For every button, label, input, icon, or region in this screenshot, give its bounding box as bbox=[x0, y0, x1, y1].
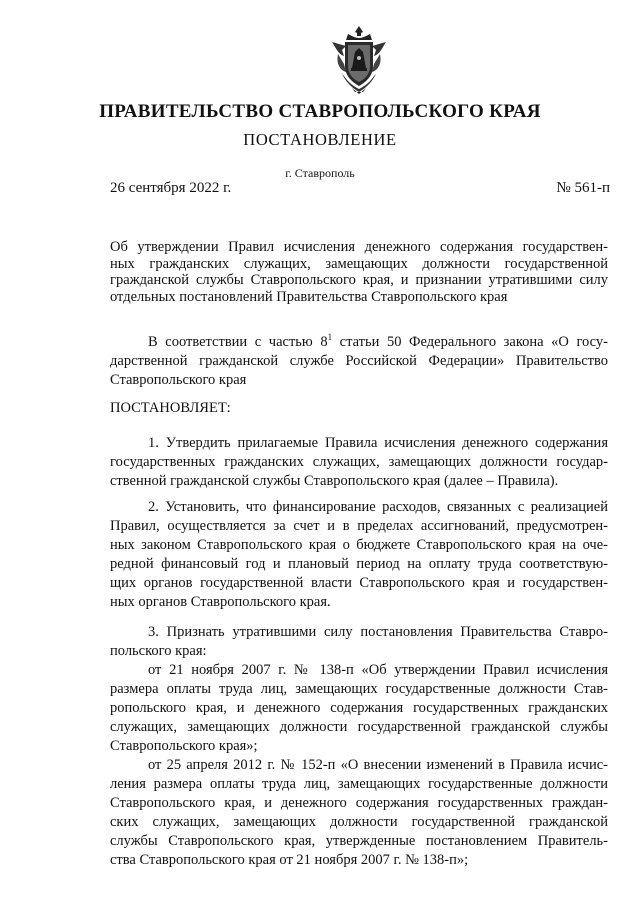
title-line: отдельных постановлений Правительства Ставропольского края bbox=[110, 288, 508, 305]
paragraph-line: ления размера оплаты труда лиц, замещающих государственные должности bbox=[110, 776, 608, 792]
superscript: 1 bbox=[327, 332, 333, 342]
decree-word: ПОСТАНОВЛЯЕТ: bbox=[110, 400, 231, 416]
paragraph-line: ропольского края, и денежного содержания государственных гражданских bbox=[110, 700, 608, 716]
document-number: № 561-п bbox=[556, 180, 610, 196]
paragraph-line: ских служащих, замещающих должности государственной гражданской bbox=[110, 814, 608, 830]
paragraph-line: 1. Утвердить прилагаемые Правила исчисления денежного содержания bbox=[148, 435, 608, 451]
paragraph-line: Ставропольского края, и денежного содержания государственных граждан- bbox=[110, 795, 608, 811]
title-line: гражданской службы Ставропольского края, и признании утратившими силу bbox=[110, 272, 608, 288]
paragraph-line: Ставропольского края»; bbox=[110, 738, 258, 754]
government-name: ПРАВИТЕЛЬСТВО СТАВРОПОЛЬСКОГО КРАЯ bbox=[99, 101, 541, 122]
paragraph-line: ных органов Ставропольского края. bbox=[110, 594, 331, 610]
paragraph-line: ных законом Ставропольского края о бюджете Ставропольского края на оче- bbox=[110, 537, 608, 553]
paragraph-3 bbox=[110, 623, 608, 870]
paragraph-line: польского края: bbox=[110, 643, 207, 659]
preamble-text: статьи 50 Федерального закона «О госу- bbox=[332, 333, 608, 350]
paragraph-line: ственной гражданской службы Ставропольского края (далее – Правила). bbox=[110, 473, 559, 489]
paragraph-2 bbox=[110, 498, 608, 612]
paragraph-line: ства Ставропольского края от 21 ноября 2007 г. № 138-п»; bbox=[110, 852, 469, 868]
title-line: Об утверждении Правил исчисления денежного содержания государствен- bbox=[110, 239, 608, 255]
document-type: ПОСТАНОВЛЕНИЕ bbox=[243, 130, 397, 149]
paragraph-line: Правил, осуществляется за счет и в пределах ассигнований, предусмотрен- bbox=[110, 518, 608, 534]
paragraph-1 bbox=[110, 434, 608, 491]
coat-of-arms-emblem bbox=[330, 24, 388, 96]
paragraph-line: службы Ставропольского края, утвержденные постановлением Правитель- bbox=[110, 833, 608, 849]
paragraph-line: государственных гражданских служащих, замещающих должности государ- bbox=[110, 454, 608, 470]
document-date: 26 сентября 2022 г. bbox=[110, 180, 232, 196]
preamble-line: дарственной гражданской службе Российской Федерации» Правительство bbox=[110, 352, 608, 369]
paragraph-line: от 25 апреля 2012 г. № 152-п «О внесении изменений в Правила исчис- bbox=[148, 757, 608, 773]
city-name: г. Ставрополь bbox=[285, 166, 355, 180]
paragraph-line: 3. Признать утратившими силу постановления Правительства Ставро- bbox=[148, 624, 608, 640]
document-title bbox=[110, 239, 608, 305]
paragraph-line: 2. Установить, что финансирование расходов, связанных с реализацией bbox=[148, 499, 608, 515]
paragraph-line: редной финансовый год и плановый период на оплату труда соответствую- bbox=[110, 556, 608, 572]
paragraph-line: от 21 ноября 2007 г. № 138-п «Об утверждении Правил исчисления bbox=[148, 662, 608, 678]
paragraph-line: служащих, замещающих должности государственной гражданской службы bbox=[110, 719, 608, 735]
preamble-line: Ставропольского края bbox=[110, 371, 247, 388]
paragraph-line: щих органов государственной власти Ставропольского края и государствен- bbox=[110, 575, 608, 591]
preamble-line bbox=[110, 328, 608, 352]
title-line: ных гражданских служащих, замещающих должности государственной bbox=[110, 255, 608, 272]
preamble-paragraph bbox=[110, 328, 608, 390]
preamble-text: В соответствии с частью 8 bbox=[148, 333, 328, 350]
paragraph-line: размера оплаты труда лиц, замещающих государственные должности Став- bbox=[110, 681, 608, 697]
